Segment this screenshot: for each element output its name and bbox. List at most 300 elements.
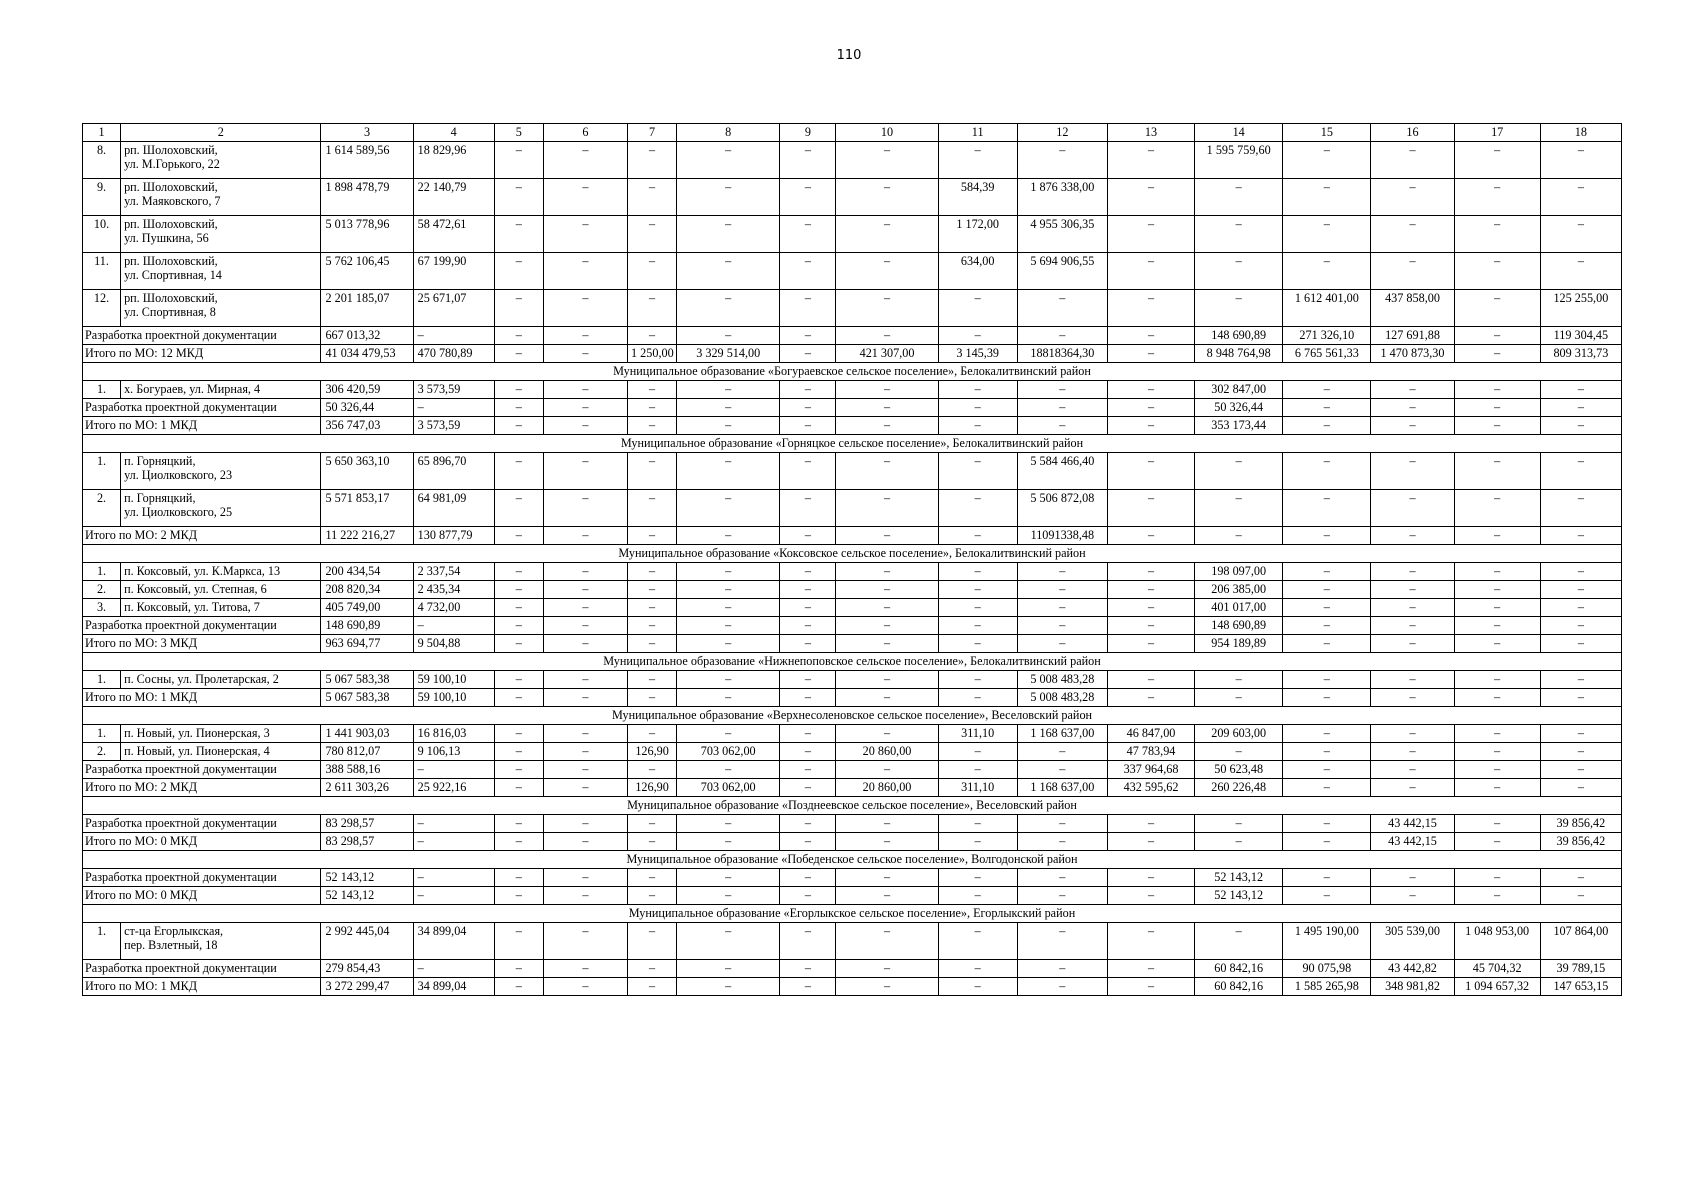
value-cell: – (1017, 142, 1107, 179)
row-number: 8. (83, 142, 121, 179)
value-cell: – (628, 725, 677, 743)
value-cell: – (938, 453, 1017, 490)
section-row (83, 905, 1622, 923)
value-cell: – (1107, 978, 1194, 996)
value-cell: – (494, 179, 543, 216)
value-cell: 1 172,00 (938, 216, 1017, 253)
table-row (83, 581, 1622, 599)
value-cell: – (836, 581, 938, 599)
value-cell: – (1107, 923, 1194, 960)
header-cell: 17 (1454, 124, 1540, 142)
value-cell: 60 842,16 (1195, 960, 1283, 978)
value-cell: – (1195, 689, 1283, 707)
value-cell: – (1454, 563, 1540, 581)
address-cell: рп. Шолоховский, ул. М.Горького, 22 (121, 142, 321, 179)
value-cell: – (1540, 216, 1621, 253)
value-cell: – (1540, 142, 1621, 179)
value-cell: – (494, 978, 543, 996)
data-table (82, 123, 1622, 996)
value-cell: – (780, 599, 836, 617)
table-row (83, 923, 1622, 960)
value-cell: 3 272 299,47 (321, 978, 413, 996)
value-cell: – (836, 617, 938, 635)
row-number: 2. (83, 490, 121, 527)
value-cell: 3 329 514,00 (677, 345, 780, 363)
value-cell: 206 385,00 (1195, 581, 1283, 599)
value-cell: – (628, 417, 677, 435)
value-cell: – (1454, 327, 1540, 345)
value-cell: – (677, 671, 780, 689)
value-cell: – (1283, 490, 1371, 527)
value-cell: 208 820,34 (321, 581, 413, 599)
value-cell: – (1017, 923, 1107, 960)
value-cell: – (1371, 216, 1454, 253)
value-cell: 2 201 185,07 (321, 290, 413, 327)
table-row (83, 725, 1622, 743)
value-cell: – (1454, 869, 1540, 887)
value-cell: 305 539,00 (1371, 923, 1454, 960)
value-cell: – (628, 635, 677, 653)
value-cell: – (494, 216, 543, 253)
value-cell: – (1371, 617, 1454, 635)
row-number: 1. (83, 671, 121, 689)
header-cell: 16 (1371, 124, 1454, 142)
value-cell: 18 829,96 (413, 142, 494, 179)
value-cell: 5 008 483,28 (1017, 671, 1107, 689)
value-cell: – (938, 671, 1017, 689)
value-cell: – (836, 635, 938, 653)
value-cell: – (1195, 527, 1283, 545)
value-cell: – (628, 923, 677, 960)
value-cell: – (1107, 635, 1194, 653)
value-cell: – (938, 833, 1017, 851)
value-cell: – (494, 743, 543, 761)
value-cell: – (1195, 179, 1283, 216)
value-cell: – (543, 599, 627, 617)
value-cell: – (628, 671, 677, 689)
value-cell: – (677, 381, 780, 399)
value-cell: 2 611 303,26 (321, 779, 413, 797)
value-cell: – (1195, 833, 1283, 851)
value-cell: – (543, 833, 627, 851)
value-cell: – (1371, 761, 1454, 779)
value-cell: 209 603,00 (1195, 725, 1283, 743)
value-cell: – (836, 923, 938, 960)
value-cell: – (543, 453, 627, 490)
value-cell: – (1107, 179, 1194, 216)
value-cell: – (1454, 290, 1540, 327)
value-cell: – (1540, 887, 1621, 905)
value-cell: – (1454, 345, 1540, 363)
value-cell: – (1454, 399, 1540, 417)
value-cell: – (1107, 381, 1194, 399)
value-cell: – (1454, 417, 1540, 435)
value-cell: – (1540, 527, 1621, 545)
value-cell: 83 298,57 (321, 815, 413, 833)
header-cell: 11 (938, 124, 1017, 142)
value-cell: 59 100,10 (413, 689, 494, 707)
value-cell: – (677, 290, 780, 327)
value-cell: – (494, 617, 543, 635)
value-cell: – (1371, 887, 1454, 905)
address-cell: п. Коксовый, ул. Титова, 7 (121, 599, 321, 617)
value-cell: – (1371, 581, 1454, 599)
summary-row (83, 327, 1622, 345)
value-cell: – (1017, 399, 1107, 417)
value-cell: – (494, 527, 543, 545)
value-cell: – (938, 635, 1017, 653)
value-cell: 34 899,04 (413, 978, 494, 996)
value-cell: 388 588,16 (321, 761, 413, 779)
value-cell: – (1454, 179, 1540, 216)
value-cell: 52 143,12 (321, 869, 413, 887)
value-cell: – (677, 923, 780, 960)
summary-row (83, 527, 1622, 545)
value-cell: – (938, 869, 1017, 887)
value-cell: – (1017, 381, 1107, 399)
value-cell: – (628, 581, 677, 599)
value-cell: – (938, 978, 1017, 996)
value-cell: – (1540, 635, 1621, 653)
row-label: Разработка проектной документации (83, 327, 321, 345)
value-cell: – (543, 887, 627, 905)
value-cell: – (1283, 671, 1371, 689)
value-cell: – (543, 743, 627, 761)
summary-row (83, 833, 1622, 851)
value-cell: – (1107, 960, 1194, 978)
value-cell: – (628, 216, 677, 253)
header-cell: 12 (1017, 124, 1107, 142)
value-cell: – (1371, 779, 1454, 797)
value-cell: 348 981,82 (1371, 978, 1454, 996)
value-cell: 50 326,44 (1195, 399, 1283, 417)
value-cell: – (1540, 725, 1621, 743)
value-cell: – (1107, 869, 1194, 887)
value-cell: 306 420,59 (321, 381, 413, 399)
value-cell: – (780, 381, 836, 399)
value-cell: – (543, 490, 627, 527)
value-cell: 119 304,45 (1540, 327, 1621, 345)
section-row (83, 797, 1622, 815)
value-cell: – (494, 761, 543, 779)
value-cell: 39 856,42 (1540, 815, 1621, 833)
value-cell: – (1283, 381, 1371, 399)
value-cell: – (628, 833, 677, 851)
value-cell: 126,90 (628, 779, 677, 797)
address-cell: п. Горняцкий, ул. Циолковского, 23 (121, 453, 321, 490)
value-cell: – (413, 327, 494, 345)
value-cell: – (1107, 417, 1194, 435)
value-cell: – (1454, 743, 1540, 761)
table-row (83, 671, 1622, 689)
value-cell: 83 298,57 (321, 833, 413, 851)
value-cell: – (494, 490, 543, 527)
value-cell: – (677, 960, 780, 978)
value-cell: 1 168 637,00 (1017, 779, 1107, 797)
value-cell: – (543, 725, 627, 743)
value-cell: 5 013 778,96 (321, 216, 413, 253)
value-cell: – (628, 563, 677, 581)
value-cell: – (677, 490, 780, 527)
section-title: Муниципальное образование «Верхнесоленовское сельское поселение», Веселовский район (83, 707, 1622, 725)
value-cell: – (836, 599, 938, 617)
value-cell: 65 896,70 (413, 453, 494, 490)
value-cell: – (1283, 179, 1371, 216)
row-label: Разработка проектной документации (83, 617, 321, 635)
value-cell: – (1283, 743, 1371, 761)
value-cell: – (1540, 453, 1621, 490)
value-cell: – (836, 815, 938, 833)
value-cell: 405 749,00 (321, 599, 413, 617)
value-cell: – (1371, 381, 1454, 399)
value-cell: – (1454, 216, 1540, 253)
value-cell: – (1540, 599, 1621, 617)
value-cell: – (1107, 617, 1194, 635)
address-cell: рп. Шолоховский, ул. Спортивная, 14 (121, 253, 321, 290)
value-cell: – (494, 142, 543, 179)
value-cell: 954 189,89 (1195, 635, 1283, 653)
value-cell: 667 013,32 (321, 327, 413, 345)
value-cell: – (1454, 887, 1540, 905)
value-cell: – (543, 563, 627, 581)
row-number: 2. (83, 743, 121, 761)
value-cell: 64 981,09 (413, 490, 494, 527)
value-cell: 148 690,89 (1195, 617, 1283, 635)
address-cell: рп. Шолоховский, ул. Маяковского, 7 (121, 179, 321, 216)
value-cell: – (780, 399, 836, 417)
value-cell: – (1454, 453, 1540, 490)
value-cell: – (938, 599, 1017, 617)
value-cell: – (780, 527, 836, 545)
section-row (83, 707, 1622, 725)
value-cell: 4 955 306,35 (1017, 216, 1107, 253)
value-cell: – (1371, 869, 1454, 887)
value-cell: – (1017, 617, 1107, 635)
row-label: Итого по МО: 1 МКД (83, 978, 321, 996)
header-cell: 10 (836, 124, 938, 142)
value-cell: – (413, 617, 494, 635)
address-cell: п. Коксовый, ул. Степная, 6 (121, 581, 321, 599)
row-label: Итого по МО: 1 МКД (83, 689, 321, 707)
value-cell: – (836, 725, 938, 743)
value-cell: – (938, 563, 1017, 581)
value-cell: – (1371, 490, 1454, 527)
value-cell: – (494, 399, 543, 417)
value-cell: – (1540, 779, 1621, 797)
summary-row (83, 617, 1622, 635)
value-cell: – (628, 599, 677, 617)
value-cell: – (677, 253, 780, 290)
value-cell: – (413, 833, 494, 851)
value-cell: 780 812,07 (321, 743, 413, 761)
value-cell: – (628, 490, 677, 527)
value-cell: – (1371, 417, 1454, 435)
address-cell: п. Сосны, ул. Пролетарская, 2 (121, 671, 321, 689)
address-cell: п. Коксовый, ул. К.Маркса, 13 (121, 563, 321, 581)
value-cell: – (1017, 869, 1107, 887)
value-cell: 43 442,15 (1371, 815, 1454, 833)
value-cell: – (1017, 743, 1107, 761)
value-cell: 3 145,39 (938, 345, 1017, 363)
value-cell: – (1283, 581, 1371, 599)
value-cell: 43 442,15 (1371, 833, 1454, 851)
value-cell: – (1371, 689, 1454, 707)
value-cell: – (677, 216, 780, 253)
header-cell: 3 (321, 124, 413, 142)
value-cell: – (1454, 833, 1540, 851)
value-cell: 5 650 363,10 (321, 453, 413, 490)
address-cell: х. Богураев, ул. Мирная, 4 (121, 381, 321, 399)
value-cell: – (543, 869, 627, 887)
value-cell: 39 789,15 (1540, 960, 1621, 978)
value-cell: 703 062,00 (677, 779, 780, 797)
value-cell: – (543, 290, 627, 327)
value-cell: – (543, 381, 627, 399)
value-cell: – (780, 253, 836, 290)
value-cell: – (628, 453, 677, 490)
header-cell: 1 (83, 124, 121, 142)
value-cell: 271 326,10 (1283, 327, 1371, 345)
value-cell: – (938, 689, 1017, 707)
value-cell: – (1283, 725, 1371, 743)
value-cell: 311,10 (938, 725, 1017, 743)
value-cell: – (494, 635, 543, 653)
value-cell: 337 964,68 (1107, 761, 1194, 779)
value-cell: – (543, 216, 627, 253)
section-title: Муниципальное образование «Победенское сельское поселение», Волгодонской район (83, 851, 1622, 869)
value-cell: – (494, 599, 543, 617)
value-cell: – (628, 290, 677, 327)
row-number: 1. (83, 563, 121, 581)
value-cell: 59 100,10 (413, 671, 494, 689)
value-cell: 5 762 106,45 (321, 253, 413, 290)
value-cell: – (543, 689, 627, 707)
value-cell: – (677, 581, 780, 599)
value-cell: 634,00 (938, 253, 1017, 290)
value-cell: – (1540, 490, 1621, 527)
value-cell: – (1540, 417, 1621, 435)
value-cell: – (938, 417, 1017, 435)
value-cell: – (543, 527, 627, 545)
header-cell: 6 (543, 124, 627, 142)
value-cell: – (1371, 671, 1454, 689)
value-cell: – (780, 563, 836, 581)
value-cell: 1 441 903,03 (321, 725, 413, 743)
value-cell: 43 442,82 (1371, 960, 1454, 978)
value-cell: 34 899,04 (413, 923, 494, 960)
row-label: Разработка проектной документации (83, 869, 321, 887)
value-cell: 1 876 338,00 (1017, 179, 1107, 216)
value-cell: – (494, 689, 543, 707)
value-cell: 11091338,48 (1017, 527, 1107, 545)
value-cell: – (836, 761, 938, 779)
section-row (83, 653, 1622, 671)
value-cell: – (677, 978, 780, 996)
value-cell: – (1371, 635, 1454, 653)
value-cell: – (1371, 179, 1454, 216)
value-cell: – (836, 869, 938, 887)
value-cell: – (543, 761, 627, 779)
value-cell: – (628, 527, 677, 545)
value-cell: – (1540, 381, 1621, 399)
value-cell: – (938, 815, 1017, 833)
value-cell: 60 842,16 (1195, 978, 1283, 996)
value-cell: – (780, 635, 836, 653)
value-cell: – (836, 887, 938, 905)
value-cell: – (1017, 833, 1107, 851)
value-cell: – (938, 142, 1017, 179)
value-cell: – (1540, 179, 1621, 216)
value-cell: – (938, 743, 1017, 761)
value-cell: 58 472,61 (413, 216, 494, 253)
value-cell: 130 877,79 (413, 527, 494, 545)
value-cell: – (836, 253, 938, 290)
address-cell: ст-ца Егорлыкская, пер. Взлетный, 18 (121, 923, 321, 960)
value-cell: 1 612 401,00 (1283, 290, 1371, 327)
value-cell: – (780, 725, 836, 743)
header-cell: 15 (1283, 124, 1371, 142)
value-cell: – (677, 689, 780, 707)
value-cell: – (1540, 671, 1621, 689)
value-cell: – (1107, 216, 1194, 253)
value-cell: – (1107, 833, 1194, 851)
value-cell: – (494, 815, 543, 833)
value-cell: – (780, 887, 836, 905)
value-cell: – (494, 345, 543, 363)
address-cell: п. Новый, ул. Пионерская, 4 (121, 743, 321, 761)
value-cell: – (1017, 563, 1107, 581)
value-cell: – (1454, 671, 1540, 689)
value-cell: – (1283, 689, 1371, 707)
value-cell: 1 470 873,30 (1371, 345, 1454, 363)
value-cell: – (677, 635, 780, 653)
value-cell: 5 067 583,38 (321, 671, 413, 689)
value-cell: 11 222 216,27 (321, 527, 413, 545)
value-cell: – (1107, 345, 1194, 363)
value-cell: 20 860,00 (836, 779, 938, 797)
value-cell: – (628, 617, 677, 635)
address-cell: п. Горняцкий, ул. Циолковского, 25 (121, 490, 321, 527)
summary-row (83, 869, 1622, 887)
row-label: Итого по МО: 2 МКД (83, 779, 321, 797)
value-cell: – (780, 417, 836, 435)
value-cell: 470 780,89 (413, 345, 494, 363)
row-label: Разработка проектной документации (83, 761, 321, 779)
value-cell: 279 854,43 (321, 960, 413, 978)
value-cell: – (938, 290, 1017, 327)
row-number: 1. (83, 725, 121, 743)
value-cell: – (543, 417, 627, 435)
table-row (83, 179, 1622, 216)
value-cell: – (628, 761, 677, 779)
value-cell: 147 653,15 (1540, 978, 1621, 996)
value-cell: – (1107, 142, 1194, 179)
value-cell: 2 435,34 (413, 581, 494, 599)
value-cell: – (1454, 815, 1540, 833)
header-cell: 13 (1107, 124, 1194, 142)
value-cell: – (494, 725, 543, 743)
table-row (83, 216, 1622, 253)
summary-row (83, 779, 1622, 797)
value-cell: – (1540, 563, 1621, 581)
value-cell: – (1371, 399, 1454, 417)
value-cell: – (1283, 833, 1371, 851)
value-cell: 5 008 483,28 (1017, 689, 1107, 707)
value-cell: 45 704,32 (1454, 960, 1540, 978)
value-cell: – (1371, 725, 1454, 743)
row-label: Разработка проектной документации (83, 399, 321, 417)
value-cell: – (628, 399, 677, 417)
